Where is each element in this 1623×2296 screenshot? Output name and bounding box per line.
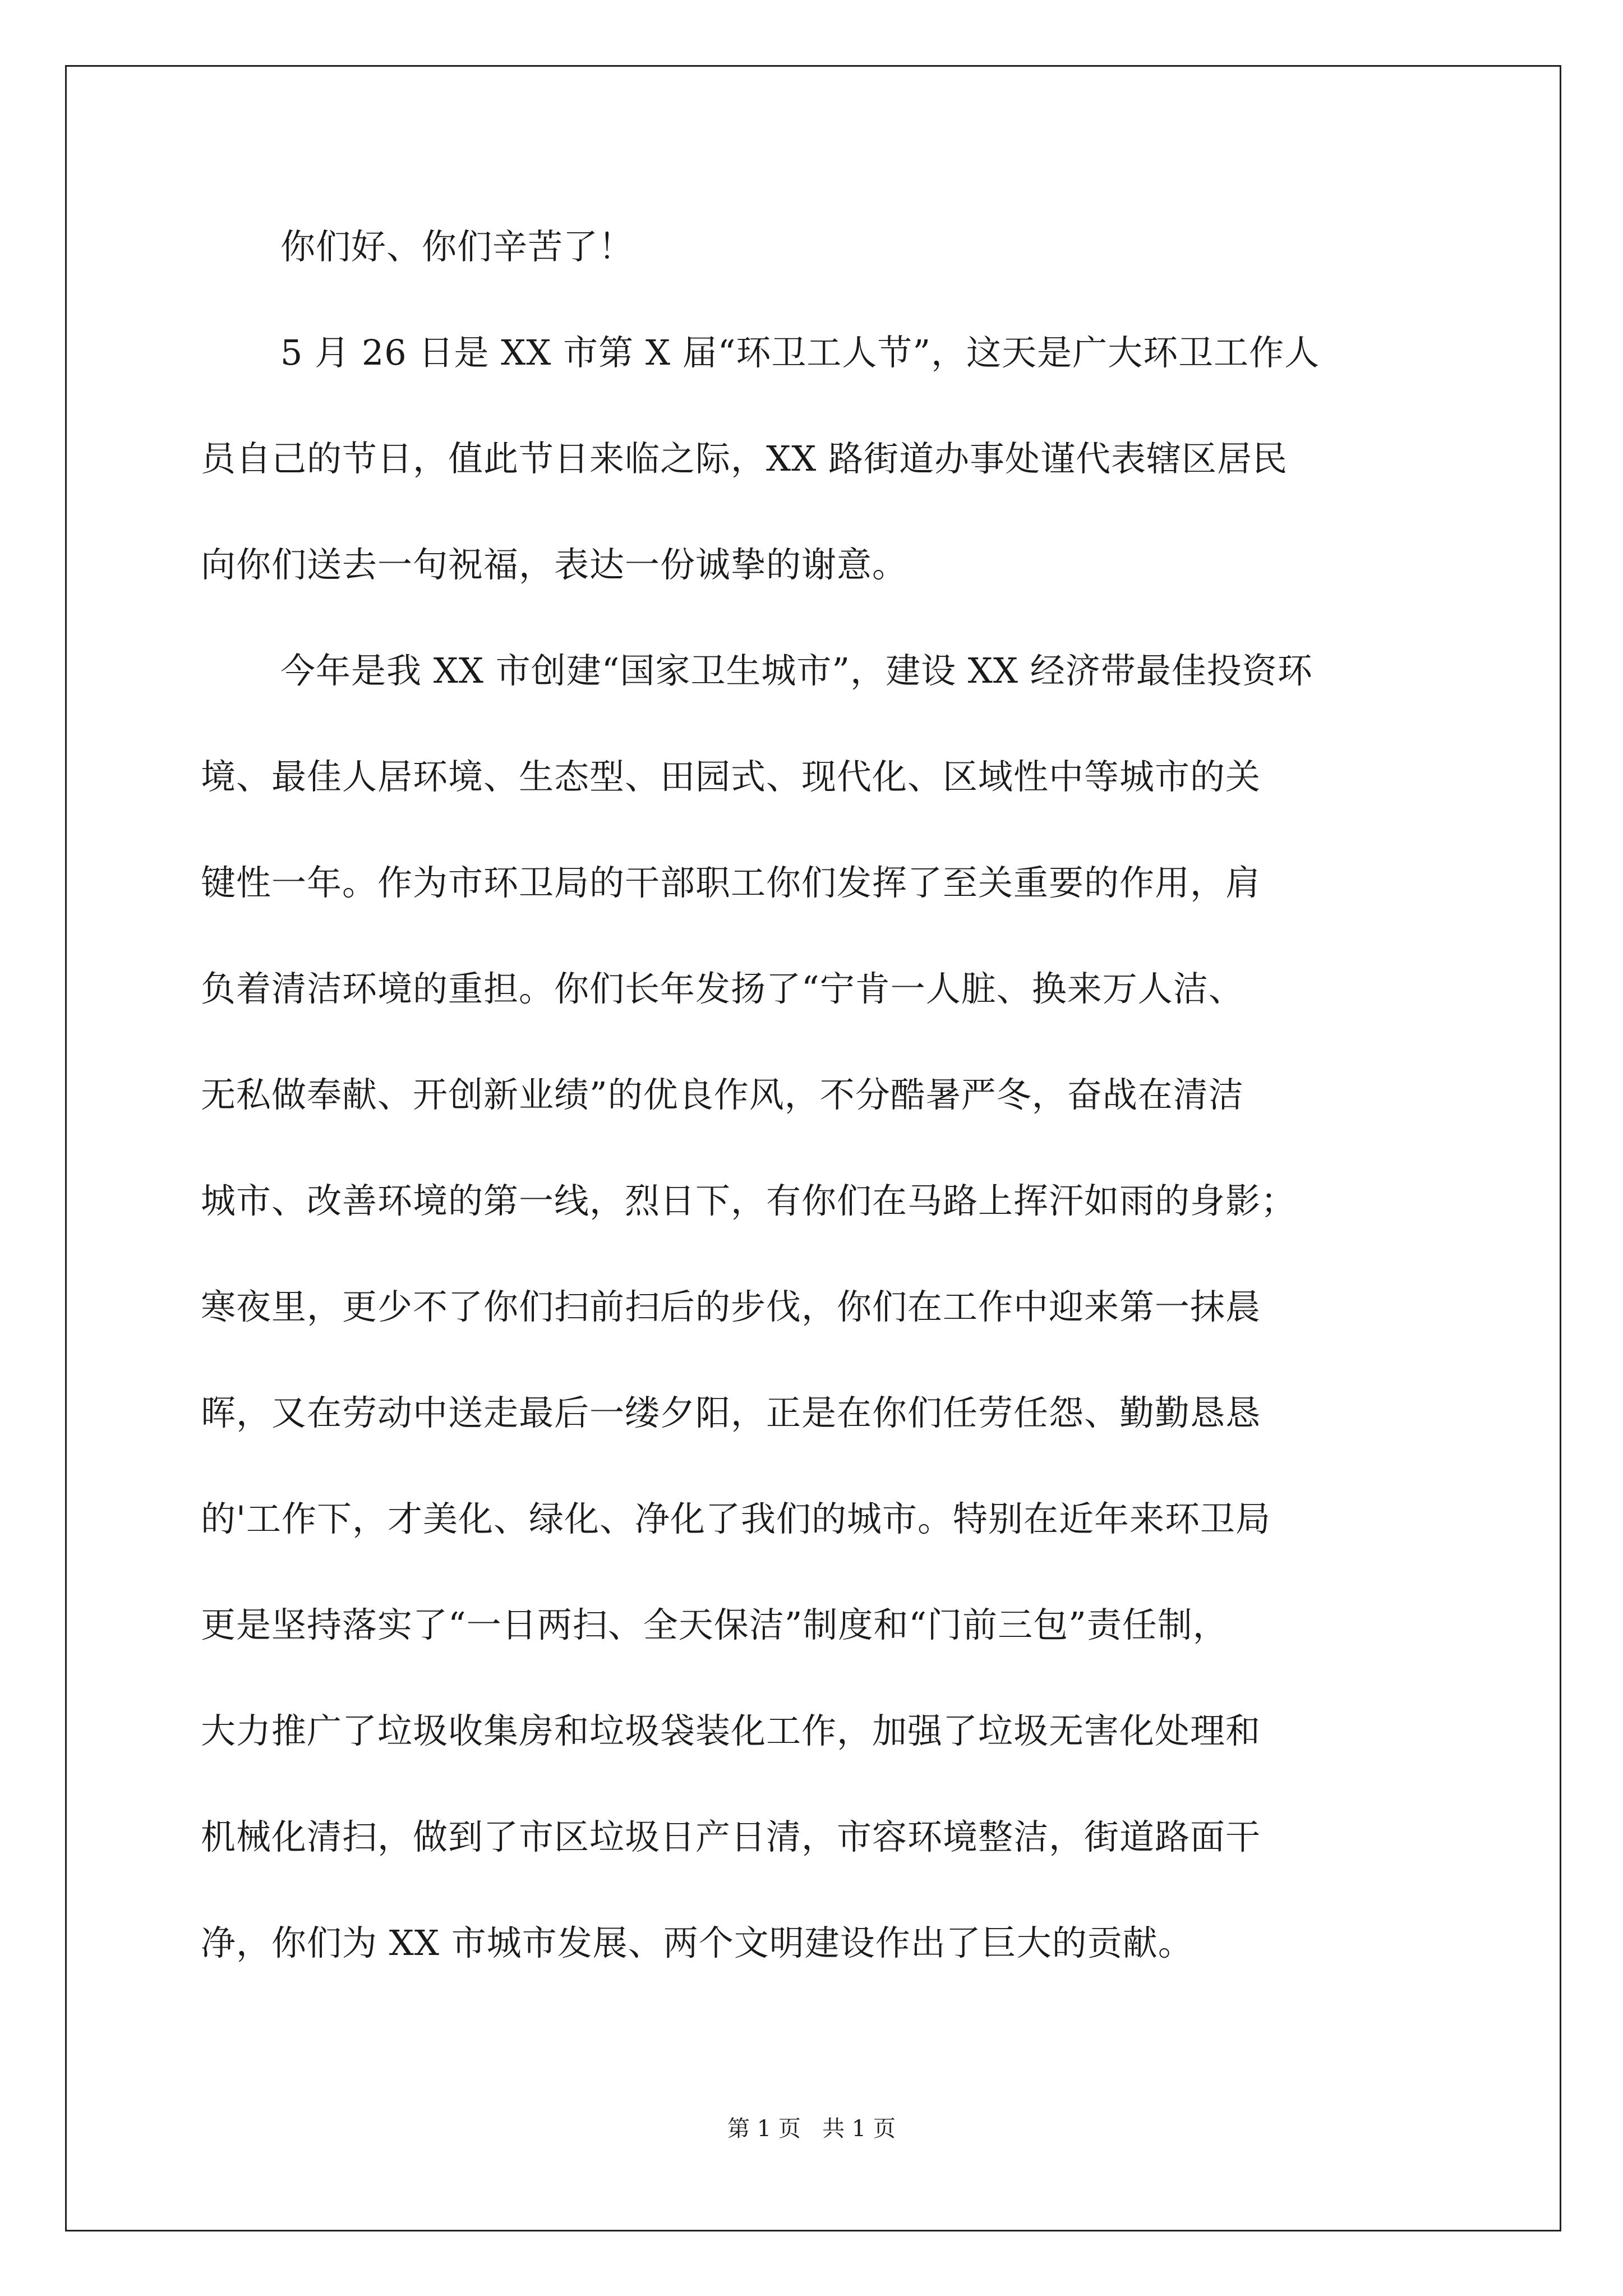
- paragraph-2-line-10: 更是坚持落实了“一日两扫、全天保洁”制度和“门前三包”责任制，: [201, 1604, 1228, 1645]
- paragraph-1-line-2: 员自己的节日，值此节日来临之际，XX 路街道办事处谨代表辖区居民: [201, 438, 1288, 479]
- paragraph-2-line-5: 无私做奉献、开创新业绩”的优良作风，不分酷暑严冬，奋战在清洁: [201, 1074, 1244, 1115]
- paragraph-1-line-3: 向你们送去一句祝福，表达一份诚挚的谢意。: [201, 544, 908, 585]
- document-body: [201, 208, 1432, 2010]
- paragraph-2-line-12: 机械化清扫，做到了市区垃圾日产日清，市容环境整洁，街道路面干: [201, 1816, 1261, 1857]
- paragraph-2-line-2: 境、最佳人居环境、生态型、田园式、现代化、区域性中等城市的关: [201, 756, 1261, 797]
- paragraph-1-line-1: 5 月 26 日是 XX 市第 X 届“环卫工人节”，这天是广大环卫工作人: [280, 332, 1320, 373]
- paragraph-2-line-6: 城市、改善环境的第一线，烈日下，有你们在马路上挥汗如雨的身影；: [201, 1180, 1297, 1221]
- paragraph-2-line-7: 寒夜里，更少不了你们扫前扫后的步伐，你们在工作中迎来第一抹晨: [201, 1286, 1261, 1327]
- paragraph-2-line-4: 负着清洁环境的重担。你们长年发扬了“宁肯一人脏、换来万人洁、: [201, 968, 1244, 1009]
- paragraph-2-line-3: 键性一年。作为市环卫局的干部职工你们发挥了至关重要的作用，肩: [201, 862, 1261, 903]
- paragraph-2-line-1: 今年是我 XX 市创建“国家卫生城市”，建设 XX 经济带最佳投资环: [280, 650, 1313, 691]
- paragraph-2-line-9: 的'工作下，才美化、绿化、净化了我们的城市。特别在近年来环卫局: [201, 1498, 1271, 1539]
- paragraph-2-line-11: 大力推广了垃圾收集房和垃圾袋装化工作，加强了垃圾无害化处理和: [201, 1710, 1261, 1751]
- greeting-line: 你们好、你们辛苦了！: [280, 226, 634, 267]
- page-number-footer: 第 1 页 共 1 页: [727, 2116, 896, 2142]
- paragraph-2-line-8: 晖，又在劳动中送走最后一缕夕阳，正是在你们任劳任怨、勤勤恳恳: [201, 1392, 1261, 1433]
- paragraph-2-line-13: 净，你们为 XX 市城市发展、两个文明建设作出了巨大的贡献。: [201, 1922, 1193, 1963]
